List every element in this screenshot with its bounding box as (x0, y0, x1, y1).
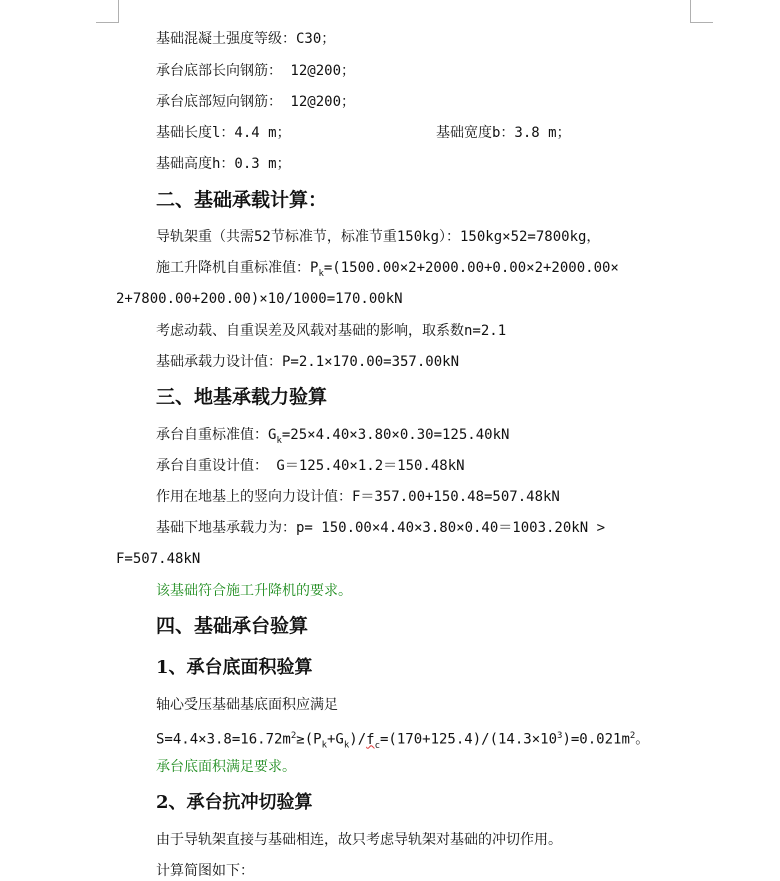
requirement-ok-line: 该基础符合施工升降机的要求。 (156, 583, 352, 599)
crop-mark-top-left (96, 0, 119, 23)
cap-std-weight-line: 承台自重标准值：$G_k=25\times 4.40\times 3.80\times 0.30=125.40kN$ (156, 427, 510, 446)
diagram-line: 计算简图如下： (156, 863, 254, 879)
rebar-short-line: 承台底部短向钢筋： 12@200； (156, 94, 356, 110)
axial-line: 轴心受压基础基底面积应满足 (156, 697, 338, 713)
soil-capacity-line: 基础下地基承载力为：p= 150.00×4.40×3.80×0.40＝1003.20kN > (156, 520, 606, 536)
width-line: 基础宽度b：3.8 m； (436, 125, 571, 141)
concrete-grade-line: 基础混凝土强度等级：C30； (156, 31, 336, 47)
height-line: 基础高度h：0.3 m； (156, 156, 291, 172)
self-weight-continued: 2+7800.00+200.00)×10/1000=170.00kN (116, 291, 403, 307)
area-ok-line: 承台底面积满足要求。 (156, 759, 296, 775)
rebar-long-line: 承台底部长向钢筋： 12@200； (156, 63, 356, 79)
soil-capacity-continued: F=507.48kN (116, 551, 201, 567)
area-formula-line: $S=4.4\times 3.8=16.72m^2\ge(P_k+G_k)/f_c=(170+125.4)/(14.3\times 10^3)=0.021m^2$。 (156, 731, 650, 751)
heading-foundation-capacity: 三、地基承载力验算 (156, 386, 328, 408)
self-weight-line: 施工升降机自重标准值：$P_k=(1500.00\times 2+2000.00+0.00\times 2+2000.00\times$ (156, 260, 619, 279)
rail-weight-line: 导轨架重（共需52节标准节，标准节重150kg）：150kg×52=7800kg， (156, 229, 601, 245)
heading-area-check: 1、承台底面积验算 (156, 657, 313, 678)
vertical-force-line: 作用在地基上的竖向力设计值：F＝357.00+150.48=507.48kN (156, 489, 560, 505)
design-load-line: 基础承载力设计值：P=2.1×170.00=357.00kN (156, 354, 460, 370)
heading-punch-check: 2、承台抗冲切验算 (156, 792, 313, 813)
cap-design-weight-line: 承台自重设计值： G＝125.40×1.2＝150.48kN (156, 458, 465, 474)
length-line: 基础长度l：4.4 m； (156, 125, 291, 141)
punch-desc-line: 由于导轨架直接与基础相连，故只考虑导轨架对基础的冲切作用。 (156, 832, 562, 848)
coefficient-line: 考虑动载、自重误差及风载对基础的影响，取系数n=2.1 (156, 323, 507, 339)
heading-cap-check: 四、基础承台验算 (156, 615, 309, 637)
heading-bearing-calc: 二、基础承载计算： (156, 189, 328, 211)
crop-mark-top-right (690, 0, 713, 23)
